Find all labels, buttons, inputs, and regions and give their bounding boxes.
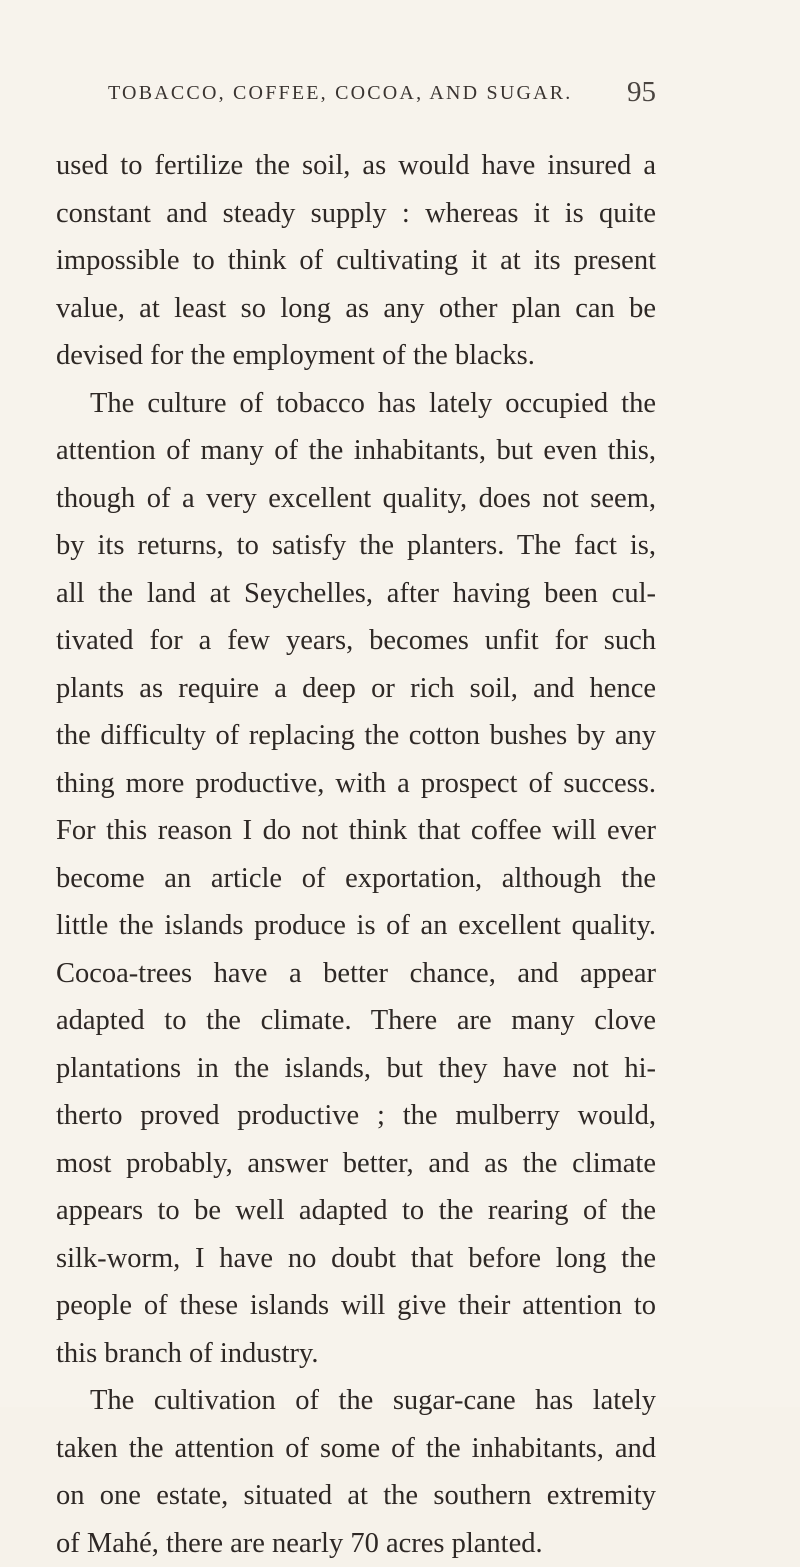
text-line: all the land at Seychelles, after having been cul- bbox=[56, 570, 656, 618]
text-line: most probably, answer better, and as the climate bbox=[56, 1140, 656, 1188]
body-text bbox=[56, 142, 656, 1567]
paragraph-start-line: The cultivation of the sugar-cane has lately bbox=[56, 1377, 656, 1425]
text-line: this branch of industry. bbox=[56, 1330, 656, 1378]
text-line: plants as require a deep or rich soil, and hence bbox=[56, 665, 656, 713]
text-line: little the islands produce is of an excellent quality. bbox=[56, 902, 656, 950]
running-title: TOBACCO, COFFEE, COCOA, AND SUGAR. bbox=[108, 82, 573, 105]
text-line: though of a very excellent quality, does not seem, bbox=[56, 475, 656, 523]
text-line: by its returns, to satisfy the planters. The fact is, bbox=[56, 522, 656, 570]
text-line: of Mahé, there are nearly 70 acres planted. bbox=[56, 1520, 656, 1567]
text-line: tivated for a few years, becomes unfit for such bbox=[56, 617, 656, 665]
text-line: attention of many of the inhabitants, but even this, bbox=[56, 427, 656, 475]
text-line: the difficulty of replacing the cotton bushes by any bbox=[56, 712, 656, 760]
running-head bbox=[108, 82, 656, 116]
text-line: taken the attention of some of the inhabitants, and bbox=[56, 1425, 656, 1473]
text-line: become an article of exportation, although the bbox=[56, 855, 656, 903]
text-line: plantations in the islands, but they have not hi- bbox=[56, 1045, 656, 1093]
text-line: constant and steady supply : whereas it is quite bbox=[56, 190, 656, 238]
text-line: appears to be well adapted to the rearing of the bbox=[56, 1187, 656, 1235]
paragraph-start-line: The culture of tobacco has lately occupied the bbox=[56, 380, 656, 428]
text-line: thing more productive, with a prospect of success. bbox=[56, 760, 656, 808]
text-line: used to fertilize the soil, as would have insured a bbox=[56, 142, 656, 190]
text-line: devised for the employment of the blacks. bbox=[56, 332, 656, 380]
text-line: on one estate, situated at the southern extremity bbox=[56, 1472, 656, 1520]
text-line: people of these islands will give their attention to bbox=[56, 1282, 656, 1330]
text-line: therto proved productive ; the mulberry would, bbox=[56, 1092, 656, 1140]
text-line: adapted to the climate. There are many clove bbox=[56, 997, 656, 1045]
text-line: For this reason I do not think that coffee will ever bbox=[56, 807, 656, 855]
text-line: value, at least so long as any other plan can be bbox=[56, 285, 656, 333]
page-number: 95 bbox=[627, 76, 656, 109]
text-line: impossible to think of cultivating it at its present bbox=[56, 237, 656, 285]
text-line: Cocoa-trees have a better chance, and appear bbox=[56, 950, 656, 998]
text-line: silk-worm, I have no doubt that before long the bbox=[56, 1235, 656, 1283]
